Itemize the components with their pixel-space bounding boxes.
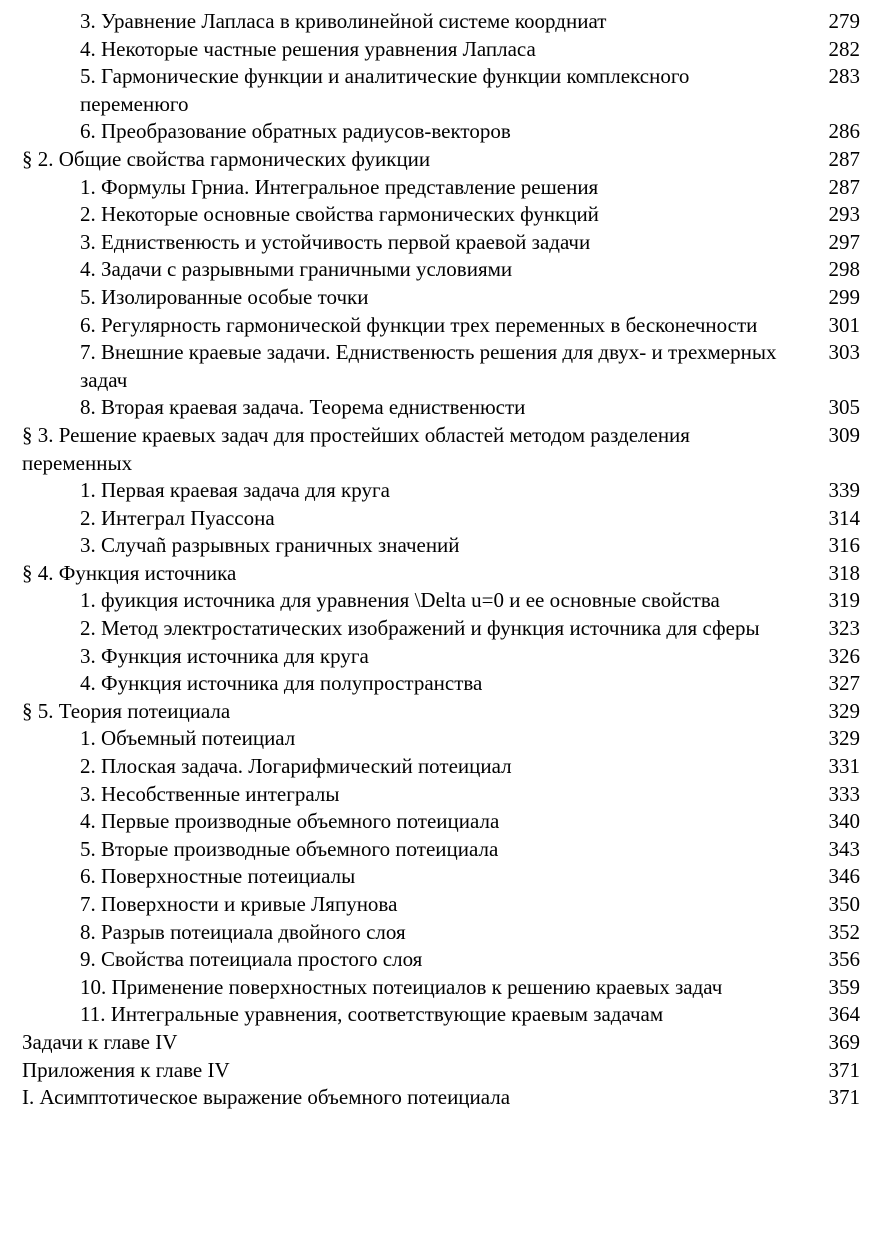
toc-entry-title: § 2. Общие свойства гармонических фуикции	[22, 146, 431, 171]
toc-subsection-row	[22, 505, 860, 533]
toc-subsection-row	[22, 643, 860, 671]
toc-entry-title: 6. Преобразование обратных радиусов-векторов	[80, 119, 511, 144]
toc-page-number: 369	[828, 1029, 860, 1054]
toc-entry-title: 11. Интегральные уравнения, соответствующие краевым задачам	[80, 1002, 664, 1027]
toc-subsection-row	[22, 63, 860, 118]
toc-entry-title: 7. Внешние краевые задачи. Едниственюсть решения для двух- и трехмерных задач	[80, 340, 777, 392]
toc-page-number: 371	[828, 1057, 860, 1082]
toc-page-number: 323	[828, 616, 860, 641]
toc-page-number: 371	[828, 1085, 860, 1110]
toc-entry-title: 6. Регулярность гармонической функции трех переменных в бесконечности	[80, 312, 758, 337]
toc-section-row	[22, 422, 860, 477]
toc-page-number: 305	[828, 395, 860, 420]
toc-page-number: 316	[828, 533, 860, 558]
toc-page-number: 283	[828, 64, 860, 89]
toc-page-number: 314	[828, 505, 860, 530]
toc-entry-title: 2. Интеграл Пуассона	[80, 505, 275, 530]
toc-entry-title: I. Асимптотическое выражение объемного потеициала	[22, 1085, 511, 1110]
toc-page-number: 339	[828, 478, 860, 503]
toc-entry-title: 3. Случаñ разрывных граничных значений	[80, 533, 460, 558]
toc-entry-title: 5. Изолированные особые точки	[80, 284, 369, 309]
toc-entry-title: 2. Некоторые основные свойства гармонических функций	[80, 202, 599, 227]
toc-page-number: 352	[828, 919, 860, 944]
toc-subsection-row	[22, 1001, 860, 1029]
toc-subsection-row	[22, 919, 860, 947]
toc-section-row	[22, 146, 860, 174]
toc-subsection-row	[22, 8, 860, 36]
toc-entry-title: 4. Некоторые частные решения уравнения Лапласа	[80, 36, 536, 61]
toc-entry-title: 8. Вторая краевая задача. Теорема едниственюсти	[80, 395, 526, 420]
toc-page-number: 286	[828, 119, 860, 144]
toc-page-number: 287	[828, 174, 860, 199]
toc-subsection-row	[22, 808, 860, 836]
toc-page-number: 364	[828, 1002, 860, 1027]
toc-entry-title: Задачи к главе IV	[22, 1029, 178, 1054]
toc-subsection-row	[22, 946, 860, 974]
toc-page-number: 340	[828, 809, 860, 834]
toc-subsection-row	[22, 587, 860, 615]
toc-entry-title: 1. Объемный потеициал	[80, 726, 296, 751]
toc-page-number: 301	[828, 312, 860, 337]
toc-subsection-row	[22, 891, 860, 919]
toc-entry-title: 3. Едниственюсть и устойчивость первой краевой задачи	[80, 229, 591, 254]
toc-subsection-row	[22, 615, 860, 643]
toc-subsection-row	[22, 670, 860, 698]
toc-subsection-row	[22, 229, 860, 257]
toc-page-number: 287	[828, 146, 860, 171]
toc-entry-title: 1. Первая краевая задача для круга	[80, 478, 390, 503]
toc-subsection-row	[22, 863, 860, 891]
toc-subsection-row	[22, 339, 860, 394]
toc-entry-title: 5. Гармонические функции и аналитические функции комплексного переменюго	[80, 64, 690, 116]
toc-page-number: 309	[828, 422, 860, 447]
toc-section-row	[22, 1084, 860, 1112]
toc-section-row	[22, 1029, 860, 1057]
toc-page-number: 282	[828, 36, 860, 61]
toc-subsection-row	[22, 974, 860, 1002]
toc-entry-title: 3. Уравнение Лапласа в криволинейной системе коордниат	[80, 9, 607, 33]
toc-page-number: 343	[828, 836, 860, 861]
toc-page-number: 327	[828, 671, 860, 696]
toc-entry-title: 2. Метод электростатических изображений и функция источника для сферы	[80, 616, 760, 641]
toc-entry-title: 3. Несобственные интегралы	[80, 781, 340, 806]
toc-subsection-row	[22, 201, 860, 229]
toc-entry-title: 9. Свойства потеициала простого слоя	[80, 947, 423, 972]
toc-entry-title: 2. Плоская задача. Логарифмический потеициал	[80, 754, 512, 779]
toc-entry-title: 1. Формулы Грниа. Интегральное представление решения	[80, 174, 599, 199]
toc-entry-title: § 4. Функция источника	[22, 560, 237, 585]
toc-page-number: 298	[828, 257, 860, 282]
toc-page-number: 303	[828, 340, 860, 365]
toc-entry-title: Приложения к главе IV	[22, 1057, 230, 1082]
toc-page-number: 297	[828, 229, 860, 254]
toc-page-number: 356	[828, 947, 860, 972]
toc-section-row	[22, 1057, 860, 1085]
toc-page-number: 329	[828, 726, 860, 751]
toc-subsection-row	[22, 477, 860, 505]
toc-subsection-row	[22, 753, 860, 781]
toc-subsection-row	[22, 725, 860, 753]
toc-subsection-row	[22, 284, 860, 312]
toc-entry-title: 10. Применение поверхностных потеициалов к решению краевых задач	[80, 974, 723, 999]
toc-page-number: 319	[828, 588, 860, 613]
toc-page-number: 350	[828, 892, 860, 916]
toc-entry-title: 1. фуикция источника для уравнения \Delta u=0 и ее основные свойства	[80, 588, 720, 613]
toc-page-number: 293	[828, 202, 860, 227]
toc-subsection-row	[22, 312, 860, 340]
toc-section-row	[22, 698, 860, 726]
toc-page-number: 359	[828, 974, 860, 999]
toc-page-number: 299	[828, 284, 860, 309]
toc-page-number: 326	[828, 643, 860, 668]
toc-page-number: 346	[828, 864, 860, 889]
toc-entry-title: 5. Вторые производные объемного потеициала	[80, 836, 499, 861]
toc-entry-title: 8. Разрыв потеициала двойного слоя	[80, 919, 406, 944]
toc-subsection-row	[22, 394, 860, 422]
toc-entry-title: 4. Функция источника для полупространства	[80, 671, 483, 696]
toc-entry-title: 4. Задачи с разрывными граничными условиями	[80, 257, 513, 282]
toc-page-number: 329	[828, 698, 860, 723]
toc-subsection-row	[22, 118, 860, 146]
toc-subsection-row	[22, 36, 860, 64]
table-of-contents	[22, 8, 860, 1112]
toc-entry-title: § 3. Решение краевых задач для простейших областей методом разделения переменных	[22, 422, 690, 475]
toc-page-number: 333	[828, 781, 860, 806]
toc-entry-title: 4. Первые производные объемного потеициала	[80, 809, 500, 834]
toc-entry-title: § 5. Теория потеициала	[22, 698, 231, 723]
toc-subsection-row	[22, 256, 860, 284]
toc-subsection-row	[22, 532, 860, 560]
toc-page-number: 331	[828, 754, 860, 779]
toc-subsection-row	[22, 836, 860, 864]
toc-entry-title: 7. Поверхности и кривые Ляпунова	[80, 892, 398, 916]
toc-page-number: 318	[828, 560, 860, 585]
toc-page-number: 279	[828, 9, 860, 33]
toc-subsection-row	[22, 174, 860, 202]
toc-entry-title: 3. Функция источника для круга	[80, 643, 369, 668]
toc-section-row	[22, 560, 860, 588]
toc-entry-title: 6. Поверхностные потеициалы	[80, 864, 356, 889]
toc-subsection-row	[22, 781, 860, 809]
